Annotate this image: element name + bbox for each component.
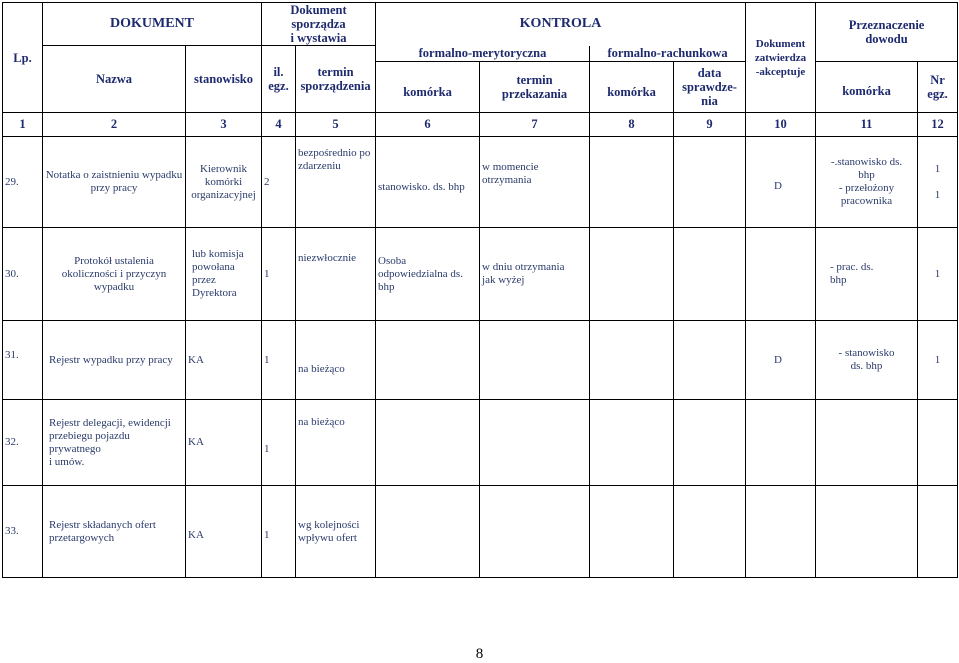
cell-nazwa: Notatka o zaistnieniu wypadku przy pracy — [43, 137, 186, 228]
column-numbers-row — [3, 113, 958, 137]
cell-przeznaczenie: - prac. ds. bhp — [816, 228, 918, 321]
column-number: 5 — [296, 113, 376, 137]
cell-nr-egz — [918, 400, 958, 486]
cell-komorka-rach — [590, 321, 674, 400]
cell-stanowisko: KA — [186, 321, 262, 400]
cell-termin-przekazania: w dniu otrzymania jak wyżej — [480, 228, 590, 321]
cell-termin-sporzadzenia: na bieżąco — [296, 400, 376, 486]
cell-stanowisko: KA — [186, 400, 262, 486]
cell-stanowisko: lub komisja powołana przez Dyrektora — [186, 228, 262, 321]
cell-zatwierdza: D — [746, 321, 816, 400]
cell-przeznaczenie — [816, 400, 918, 486]
cell-termin-przekazania — [480, 400, 590, 486]
table-row — [3, 137, 958, 228]
column-number: 10 — [746, 113, 816, 137]
cell-data-sprawdzenia — [674, 486, 746, 578]
cell-termin-sporzadzenia: wg kolejności wpływu ofert — [296, 486, 376, 578]
header-termin-sporzadzenia: termin sporządzenia — [296, 46, 376, 113]
header-il-egz: il. egz. — [262, 46, 296, 113]
column-number: 7 — [480, 113, 590, 137]
cell-zatwierdza — [746, 486, 816, 578]
cell-nr-egz: 1 1 — [918, 137, 958, 228]
cell-lp: 31. — [3, 321, 43, 400]
header-nr-egz: Nr egz. — [918, 62, 958, 113]
cell-termin-przekazania — [480, 486, 590, 578]
cell-przeznaczenie: - stanowisko ds. bhp — [816, 321, 918, 400]
header-data-sprawdzenia: data sprawdze- nia — [674, 62, 746, 113]
cell-il-egz: 1 — [262, 486, 296, 578]
cell-komorka-rach — [590, 486, 674, 578]
cell-termin-sporzadzenia: niezwłocznie — [296, 228, 376, 321]
header-zatwierdza: Dokument zatwierdza -akceptuje — [746, 3, 816, 113]
cell-nr-egz — [918, 486, 958, 578]
cell-komorka-mer: Osoba odpowiedzialna ds. bhp — [376, 228, 480, 321]
cell-il-egz: 1 — [262, 400, 296, 486]
cell-nr-egz: 1 — [918, 321, 958, 400]
cell-komorka-rach — [590, 228, 674, 321]
cell-przeznaczenie — [816, 486, 918, 578]
cell-nazwa: Rejestr delegacji, ewidencji przebiegu pojazdu prywatnego i umów. — [43, 400, 186, 486]
cell-komorka-mer — [376, 321, 480, 400]
cell-lp: 30. — [3, 228, 43, 321]
cell-komorka-mer — [376, 400, 480, 486]
header-row-1 — [3, 3, 958, 46]
cell-przeznaczenie: -.stanowisko ds. bhp - przełożony pracownika — [816, 137, 918, 228]
header-komorka-przezn: komórka — [816, 62, 918, 113]
cell-nazwa: Rejestr składanych ofert przetargowych — [43, 486, 186, 578]
column-number: 11 — [816, 113, 918, 137]
table-row — [3, 486, 958, 578]
column-number: 6 — [376, 113, 480, 137]
cell-lp: 29. — [3, 137, 43, 228]
header-termin-przekazania: termin przekazania — [480, 62, 590, 113]
column-number: 12 — [918, 113, 958, 137]
cell-zatwierdza — [746, 400, 816, 486]
header-dokument: DOKUMENT — [43, 3, 262, 46]
column-number: 8 — [590, 113, 674, 137]
table-row — [3, 228, 958, 321]
header-stanowisko: stanowisko — [186, 46, 262, 113]
cell-lp: 32. — [3, 400, 43, 486]
cell-nazwa: Rejestr wypadku przy pracy — [43, 321, 186, 400]
cell-nazwa: Protokół ustalenia okoliczności i przyczyn wypadku — [43, 228, 186, 321]
cell-termin-sporzadzenia: bezpośrednio po zdarzeniu — [296, 137, 376, 228]
cell-stanowisko: Kierownik komórki organizacyjnej — [186, 137, 262, 228]
column-number: 4 — [262, 113, 296, 137]
page-number: 8 — [475, 646, 484, 662]
cell-data-sprawdzenia — [674, 137, 746, 228]
table-row — [3, 400, 958, 486]
header-kontrola: KONTROLA — [376, 3, 746, 46]
cell-data-sprawdzenia — [674, 400, 746, 486]
column-number: 3 — [186, 113, 262, 137]
column-number: 9 — [674, 113, 746, 137]
cell-il-egz: 1 — [262, 321, 296, 400]
cell-nr-egz: 1 — [918, 228, 958, 321]
cell-termin-przekazania: w momencie otrzymania — [480, 137, 590, 228]
header-nazwa: Nazwa — [43, 46, 186, 113]
cell-data-sprawdzenia — [674, 321, 746, 400]
header-komorka-mer: komórka — [376, 62, 480, 113]
column-number: 2 — [43, 113, 186, 137]
cell-lp: 33. — [3, 486, 43, 578]
cell-stanowisko: KA — [186, 486, 262, 578]
header-formalno-rachunkowa: formalno-rachunkowa — [590, 46, 746, 62]
cell-komorka-rach — [590, 137, 674, 228]
cell-komorka-mer — [376, 486, 480, 578]
header-komorka-rach: komórka — [590, 62, 674, 113]
cell-data-sprawdzenia — [674, 228, 746, 321]
column-number: 1 — [3, 113, 43, 137]
cell-termin-przekazania — [480, 321, 590, 400]
header-lp: Lp. — [3, 3, 43, 113]
document-table-sheet — [2, 2, 957, 574]
header-formalno-merytoryczna: formalno-merytoryczna — [376, 46, 590, 62]
cell-komorka-rach — [590, 400, 674, 486]
header-przeznaczenie: Przeznaczenie dowodu — [816, 3, 958, 62]
document-register-table — [2, 2, 958, 578]
cell-komorka-mer: stanowisko. ds. bhp — [376, 137, 480, 228]
cell-termin-sporzadzenia: na bieżąco — [296, 321, 376, 400]
cell-zatwierdza: D — [746, 137, 816, 228]
cell-il-egz: 1 — [262, 228, 296, 321]
cell-il-egz: 2 — [262, 137, 296, 228]
header-sporzadzenie: Dokument sporządza i wystawia — [262, 3, 376, 46]
table-row — [3, 321, 958, 400]
cell-zatwierdza — [746, 228, 816, 321]
